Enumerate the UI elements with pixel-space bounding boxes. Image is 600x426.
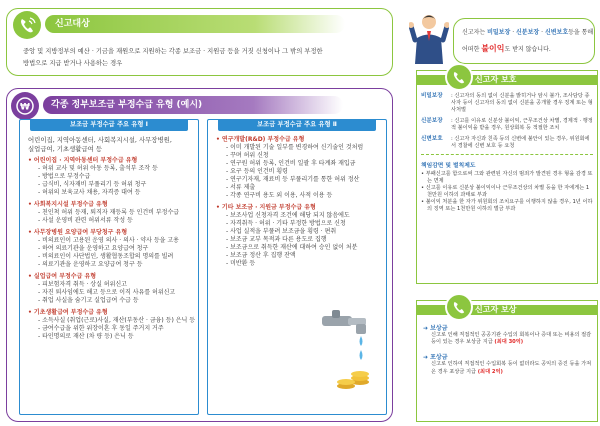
column-intro-line: 실업급여, 기초생활급여 등 [28,145,103,153]
penalty-item: • 부패신고를 함으로써 그와 관련된 자신의 범죄가 발견된 경우 형을 감경 또는 면제 [421,171,593,184]
won-coin-icon [11,92,39,120]
fraud-section-item: - 자격취득 · 허위 · 기타 부정한 방법으로 신청 [226,220,346,227]
notice-secret-keyword: 비밀보장 [487,29,511,36]
protection-row-label: 비밀보장 [421,93,443,99]
fraud-section-item: - 미반환 등 [226,260,256,267]
column-2-body [216,136,382,268]
protection-row [421,136,593,150]
fraud-section-item: - 자진 퇴사임에도 해고 등으로 이직 사유를 허위신고 [38,289,176,296]
reward-title: 신고자 보상 [475,305,517,314]
reward-item-max-amount: (최대 2억) [477,368,503,375]
protection-divider [421,154,593,156]
notice-line-2 [462,43,592,54]
fraud-section-item: - 의료기관을 운영하고 요양급여 청구 등 [38,261,143,268]
fraud-section-item: - 하여 의료기관을 운영하고 요양급여 청구 [38,245,149,252]
column-1-body [28,136,194,341]
penalty-title: 책임감면 및 벌칙제도 [421,163,476,169]
column-1-header: 보조금 부정수급 주요 유형 Ⅰ [30,119,188,131]
notice-text: 등을 통해 [568,29,594,36]
fraud-section-item: - 각종 연구비 용도 외 이용, 사적 이용 등 [226,192,333,199]
fraud-section-item: - 서류 제출 [226,184,256,191]
notice-text: 어떠한 [462,46,482,53]
notice-text: 신고자는 [462,29,488,36]
penalty-item: • 신고를 이유로 신분상 불이익이나 근무조건상의 차별 등을 한 자에게는 1천만원 이하의 과태료 부과 [421,185,590,198]
fraud-section-title: • 어린이집 · 지역아동센터 부정수급 유형 [28,157,138,164]
reward-item-max-amount: (최대 30억) [494,339,524,346]
fraud-types-title: 각종 정부보조금 부정수급 유형 (예시) [43,96,343,114]
notice-separator: · [510,29,517,36]
protection-row-label: 신분보장 [421,118,443,124]
fraud-section-item: - 이미 개발된 기술 일부를 변경하여 신기술인 것처럼 [226,144,364,151]
reporter-reward-panel [416,300,598,422]
fraud-section-title: • 기초생활급여 부정수급 유형 [28,309,108,316]
notice-bubble [453,18,595,64]
fraud-section-item: - 보조사업 신청자격 조건에 해당 되지 않음에도 [226,212,350,219]
fraud-section-item: - 타인명의로 재산 (차 량 등) 은닉 등 [38,333,134,340]
fraud-section-item: - 비의료인이 고용된 운영 의사 · 의사 · 약사 등을 고용 [38,237,179,244]
fraud-section-item: - 사업 실적을 부풀려 보조금을 횡령 · 편취 [226,228,337,235]
fraud-section-item: - 금여수급을 위한 위장이혼 후 동일 주거지 거주 [38,325,164,332]
fraud-section-item: - 허위 교사 및 허위 아동 등록, 출석부 조작 등 [38,165,158,172]
fraud-section-item: - 연구기자재, 재료비 등 부풀리기를 통한 허위 정산 [226,176,360,183]
notice-status-keyword: 신분보장 [516,29,540,36]
fraud-section-item: - 보조금 정산 후 집행 잔액 [226,252,296,259]
fraud-section-title: • 연구개발(R&D) 부정수급 유형 [216,136,305,143]
fraud-section-item: - 소득사실 (취업(근로)사실, 재산(부동산 · 금융) 등) 은닉 등 [38,317,195,324]
fraud-section-item: - 꾸며 허위 신청 [226,152,269,159]
protection-row-text: : 신고자의 동의 없이 신분을 밝히거나 암시 불가, 조사담당 종사자 등이 신고자의 동의 없이 신분을 공개할 경우 징계 또는 형사처벌 [451,93,593,113]
report-target-text-line1: 중앙 및 지방정부의 예산 · 기금을 재원으로 지원하는 각종 보조금 · 지원금 등을 거짓 신청이나 그 밖의 부정한 [23,48,323,55]
fraud-section-title: • 사무장병원 요양급여 부당청구 유형 [28,229,128,236]
fraud-types-column-1 [19,119,199,415]
reporter-protection-panel [416,70,598,284]
fraud-section-title: • 실업급여 부정수급 유형 [28,273,97,280]
reward-item-title: ➜ 포상금 [423,354,448,362]
fraud-section-item: - 급식비, 식자재비 부풀리기 등 허위 청구 [38,181,147,188]
reward-body [423,323,593,376]
fraud-section-title: • 기타 보조금 · 지원금 부정수급 유형 [216,204,316,211]
phone-icon [13,11,41,39]
protection-row [421,118,593,132]
notice-separator: · [539,29,545,36]
notice-disadvantage-keyword: 불이익 [481,44,505,53]
reporter-notice [405,8,595,68]
notice-text: 도 받지 않습니다. [504,46,551,53]
fraud-section-item: - 요구 등의 인건비 횡령 [226,168,288,175]
fraud-section-item: - 취업 사실을 숨기고 실업급여 수급 등 [38,297,139,304]
protection-row [421,93,593,114]
fraud-section-item: - 방법으로 부정수급 [38,173,91,180]
report-target-panel [6,8,393,76]
protection-title: 신고자 보호 [475,75,517,84]
fraud-section-item: - 보조금 교부 목적과 다른 용도로 집행 [226,236,327,243]
report-target-text-line2: 방법으로 지급 받거나 사용하는 경우 [23,60,123,67]
protection-phone-icon [445,63,473,91]
reward-phone-icon [445,293,473,321]
fraud-section-item: - 연구원 허위 등록, 인건비 일괄 후 타계좌 재입금 [226,160,356,167]
reward-item-text [423,361,593,375]
reward-item-title: ➜ 보상금 [423,325,448,332]
protection-row-text: : 신고를 이유로 신분상 불이익, 근무조건상 차별, 경제적 · 행정적 불이익을 받을 경우, 원상회복 등 적절한 조치 [451,118,593,131]
notice-safety-keyword: 신변보호 [544,29,569,36]
svg-text:₩: ₩ [20,102,30,113]
fraud-section-item: - 사설 운영비 관련 허위서류 작성 등 [38,217,133,224]
fraud-section-item: - 보조금으로 취득한 재산에 대하여 승인 없이 처분 [226,244,358,251]
faucet-coin-illustration [312,310,374,410]
fraud-section-item: - 허위의 보육교사 채용, 자격증 대여 등 [38,189,141,196]
businessman-illustration [409,12,449,68]
protection-header [417,71,597,87]
column-intro-line: 어린이집, 지역아동센터, 사회복지시설, 사무장병원, [28,136,172,144]
penalty-item: • 불이익 처분을 한 자가 위원회의 조치요구를 이행하지 않을 경우, 1년 이하의 징역 또는 1천만원 이하의 벌금 부과 [421,199,593,212]
protection-body [421,93,593,213]
fraud-types-panel [6,88,393,422]
fraud-section-item: - 피보험자격 취득 · 상실 허위신고 [38,281,127,288]
fraud-section-title: • 사회복지시설 부정수급 유형 [28,201,108,208]
fraud-section-item: - 친인척 허위 등재, 퇴직자 재등록 등 인건비 부정수급 [38,209,180,216]
protection-row-label: 신변보호 [421,136,443,142]
notice-line-1 [462,29,592,37]
protection-row-text: : 신고자 자신과 친족 등의 신변에 불안이 있는 경우, 위원회에서 경찰에 신변 보호 등 요청 [451,136,590,149]
report-target-title: 신고대상 [45,15,345,33]
reward-item-description: 신고로 인해 직접적인 공공기관 수입의 회복이나 증대 또는 비용의 절감 등이 있는 경우 보상금 지급 [431,332,592,346]
reward-item-description: 신고로 인하여 직접적인 수입회복 등이 없더라도 공익의 증진 등을 가져온 경우 포상금 지급 [431,361,592,375]
fraud-types-column-2 [207,119,387,415]
column-2-header: 보조금 부정수급 주요 유형 Ⅱ [218,119,376,131]
reward-item-text [423,332,593,346]
fraud-section-item: - 비의료인이 사단법인, 생활협동조합의 명의를 빌려 [38,253,174,260]
